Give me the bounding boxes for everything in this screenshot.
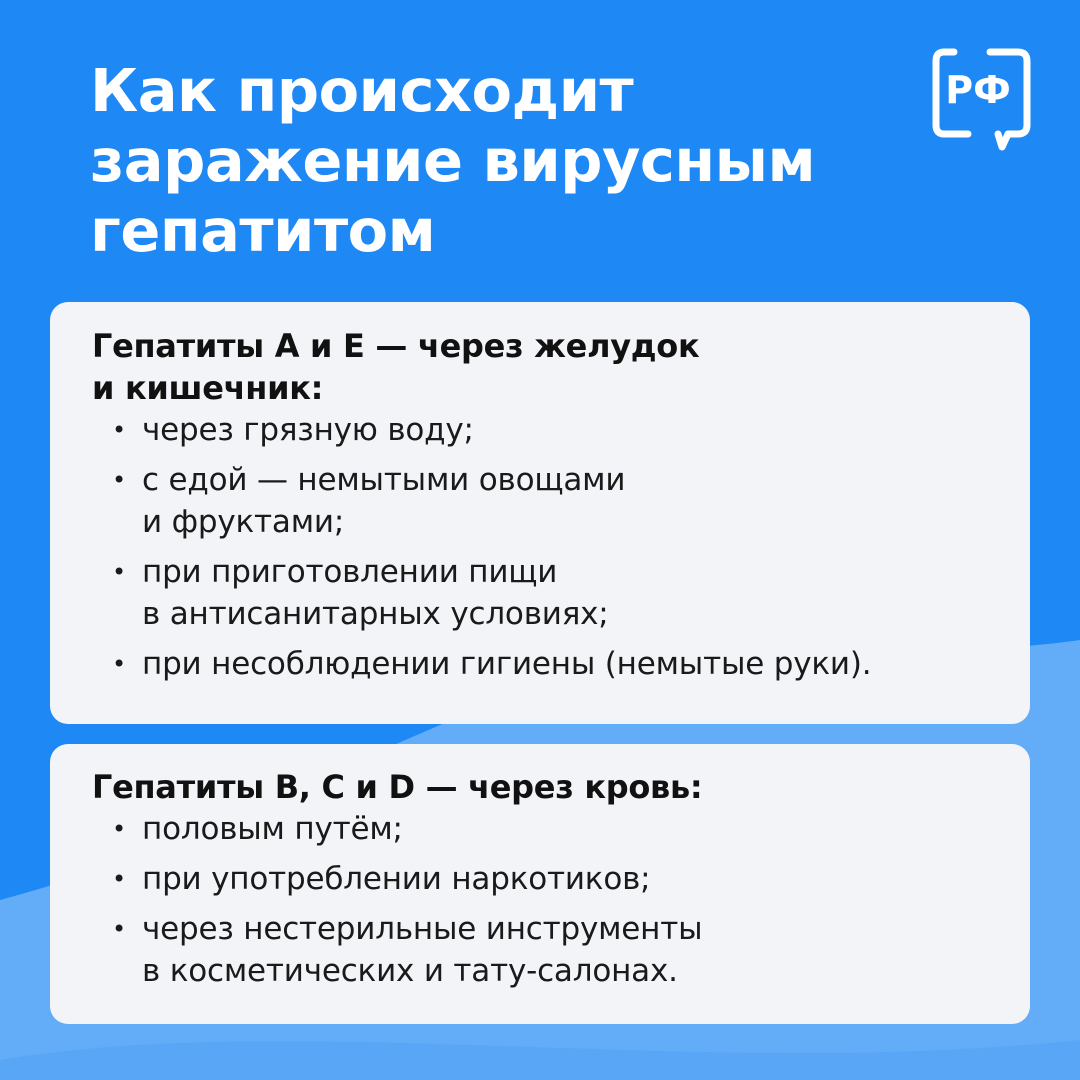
- card-heading-line: и кишечник:: [92, 369, 324, 407]
- bullet-list: [92, 409, 1030, 685]
- bullet-dot-icon: •: [112, 915, 126, 943]
- list-item-text: с едой — немытыми овощами: [142, 462, 626, 498]
- card-heading-line: Гепатиты A и E — через желудок: [92, 327, 700, 365]
- card-heading: [92, 302, 1030, 409]
- list-item: [92, 643, 1030, 685]
- card-heading: [92, 744, 1030, 808]
- bullet-dot-icon: •: [112, 558, 126, 586]
- card-hepatitis-a-e: [50, 302, 1030, 724]
- list-item-text: при приготовлении пищи: [142, 554, 558, 590]
- list-item: [92, 551, 1030, 635]
- list-item-text: в антисанитарных условиях;: [142, 596, 609, 632]
- title-line: заражение вирусным: [90, 126, 816, 195]
- card-hepatitis-b-c-d: [50, 744, 1030, 1024]
- list-item: [92, 409, 1030, 451]
- page-title: [90, 56, 910, 266]
- list-item-text: и фруктами;: [142, 504, 345, 540]
- logo: [932, 47, 1032, 153]
- list-item: [92, 459, 1030, 543]
- list-item-text: в косметических и тату-салонах.: [142, 953, 678, 989]
- bullet-dot-icon: •: [112, 416, 126, 444]
- list-item: [92, 908, 1030, 992]
- bullet-dot-icon: •: [112, 466, 126, 494]
- card-heading-line: Гепатиты B, C и D — через кровь:: [92, 768, 703, 806]
- list-item-text: половым путём;: [142, 811, 403, 847]
- bullet-list: [92, 808, 1030, 992]
- bullet-dot-icon: •: [112, 650, 126, 678]
- bullet-dot-icon: •: [112, 865, 126, 893]
- list-item: [92, 808, 1030, 850]
- list-item-text: через грязную воду;: [142, 412, 474, 448]
- list-item-text: при несоблюдении гигиены (немытые руки).: [142, 646, 872, 682]
- bullet-dot-icon: •: [112, 815, 126, 843]
- list-item-text: через нестерильные инструменты: [142, 911, 703, 947]
- list-item: [92, 858, 1030, 900]
- logo-text: РФ: [945, 68, 1011, 112]
- title-line: Как происходит: [90, 56, 634, 125]
- title-line: гепатитом: [90, 196, 436, 265]
- list-item-text: при употреблении наркотиков;: [142, 861, 651, 897]
